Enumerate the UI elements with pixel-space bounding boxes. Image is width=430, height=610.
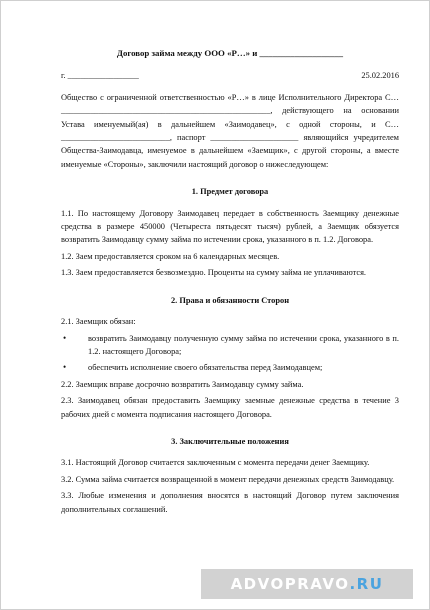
- bullet-text: обеспечить исполнение своего обязательства перед Заимодавцем;: [88, 363, 323, 373]
- document-body: [61, 47, 399, 519]
- watermark-suffix: .RU: [349, 575, 384, 593]
- bullet-text: возвратить Заимодавцу полученную сумму займа по истечении срока, указанного в п. 1.2. настоящего Договора;: [88, 333, 399, 356]
- clause: 1.2. Заем предоставляется сроком на 6 календарных месяцев.: [61, 251, 280, 261]
- intro-paragraph: Общество с ограниченной ответственностью «Р…» в лице Исполнительного Директора С… __________________________________________________, действующего на основании Устава именуемый(ая) в дальнейшем «Заимодавец», с одной стороны, и С… __________________________, паспорт _____________________ являющийся учредителем Общества-Заимодавца, именуемое в дальнейшем «Заемщик», с другой стороны, а вместе именуемые «Стороны», заключили настоящий договор о нижеследующем:: [61, 92, 399, 169]
- clause: 1.1. По настоящему Договору Заимодавец передает в собственность Заемщику денежные средства в размере 450000 (Четыреста пятьдесят тысяч) рублей, а Заемщик обязуется возвратить Заимодавцу сумму займа по истечении срока, указанного в п. 1.2. Договора.: [61, 208, 399, 245]
- clause: 2.3. Заимодавец обязан предоставить Заемщику заемные денежные средства в течение 3 рабочих дней с момента подписания настоящего Договора.: [61, 396, 399, 419]
- bullet-icon: •: [63, 332, 67, 343]
- watermark-logo: [201, 569, 413, 599]
- clause: 3.1. Настоящий Договор считается заключенным с момента передачи денег Заемщику.: [61, 458, 370, 468]
- clause: 2.2. Заемщик вправе досрочно возвратить Заимодавцу сумму займа.: [61, 379, 304, 389]
- section-heading: 3. Заключительные положения: [171, 436, 289, 446]
- clause: 3.3. Любые изменения и дополнения вносятся в настоящий Договор путем заключения дополнительных соглашений.: [61, 491, 399, 514]
- section-heading: 2. Права и обязанности Сторон: [170, 295, 290, 305]
- place-date-row: [61, 69, 399, 82]
- document-title: Договор займа между ООО «Р…» и ___________________: [116, 48, 344, 58]
- clause: 3.2. Сумма займа считается возвращенной в момент передачи денежных средств Заимодавцу.: [61, 474, 395, 484]
- clause-lead: 2.1. Заемщик обязан:: [61, 317, 136, 327]
- bullet-item: [61, 332, 399, 359]
- clause: 1.3. Заем предоставляется безвозмездно. Проценты на сумму займа не уплачиваются.: [61, 268, 367, 278]
- bullet-item: [61, 361, 399, 374]
- watermark-brand: ADVOPRAVO: [230, 575, 350, 593]
- document-date: 25.02.2016: [361, 71, 399, 81]
- section-heading: 1. Предмет договора: [191, 187, 269, 197]
- city-field: г. _________________: [61, 71, 139, 81]
- bullet-icon: •: [63, 362, 67, 373]
